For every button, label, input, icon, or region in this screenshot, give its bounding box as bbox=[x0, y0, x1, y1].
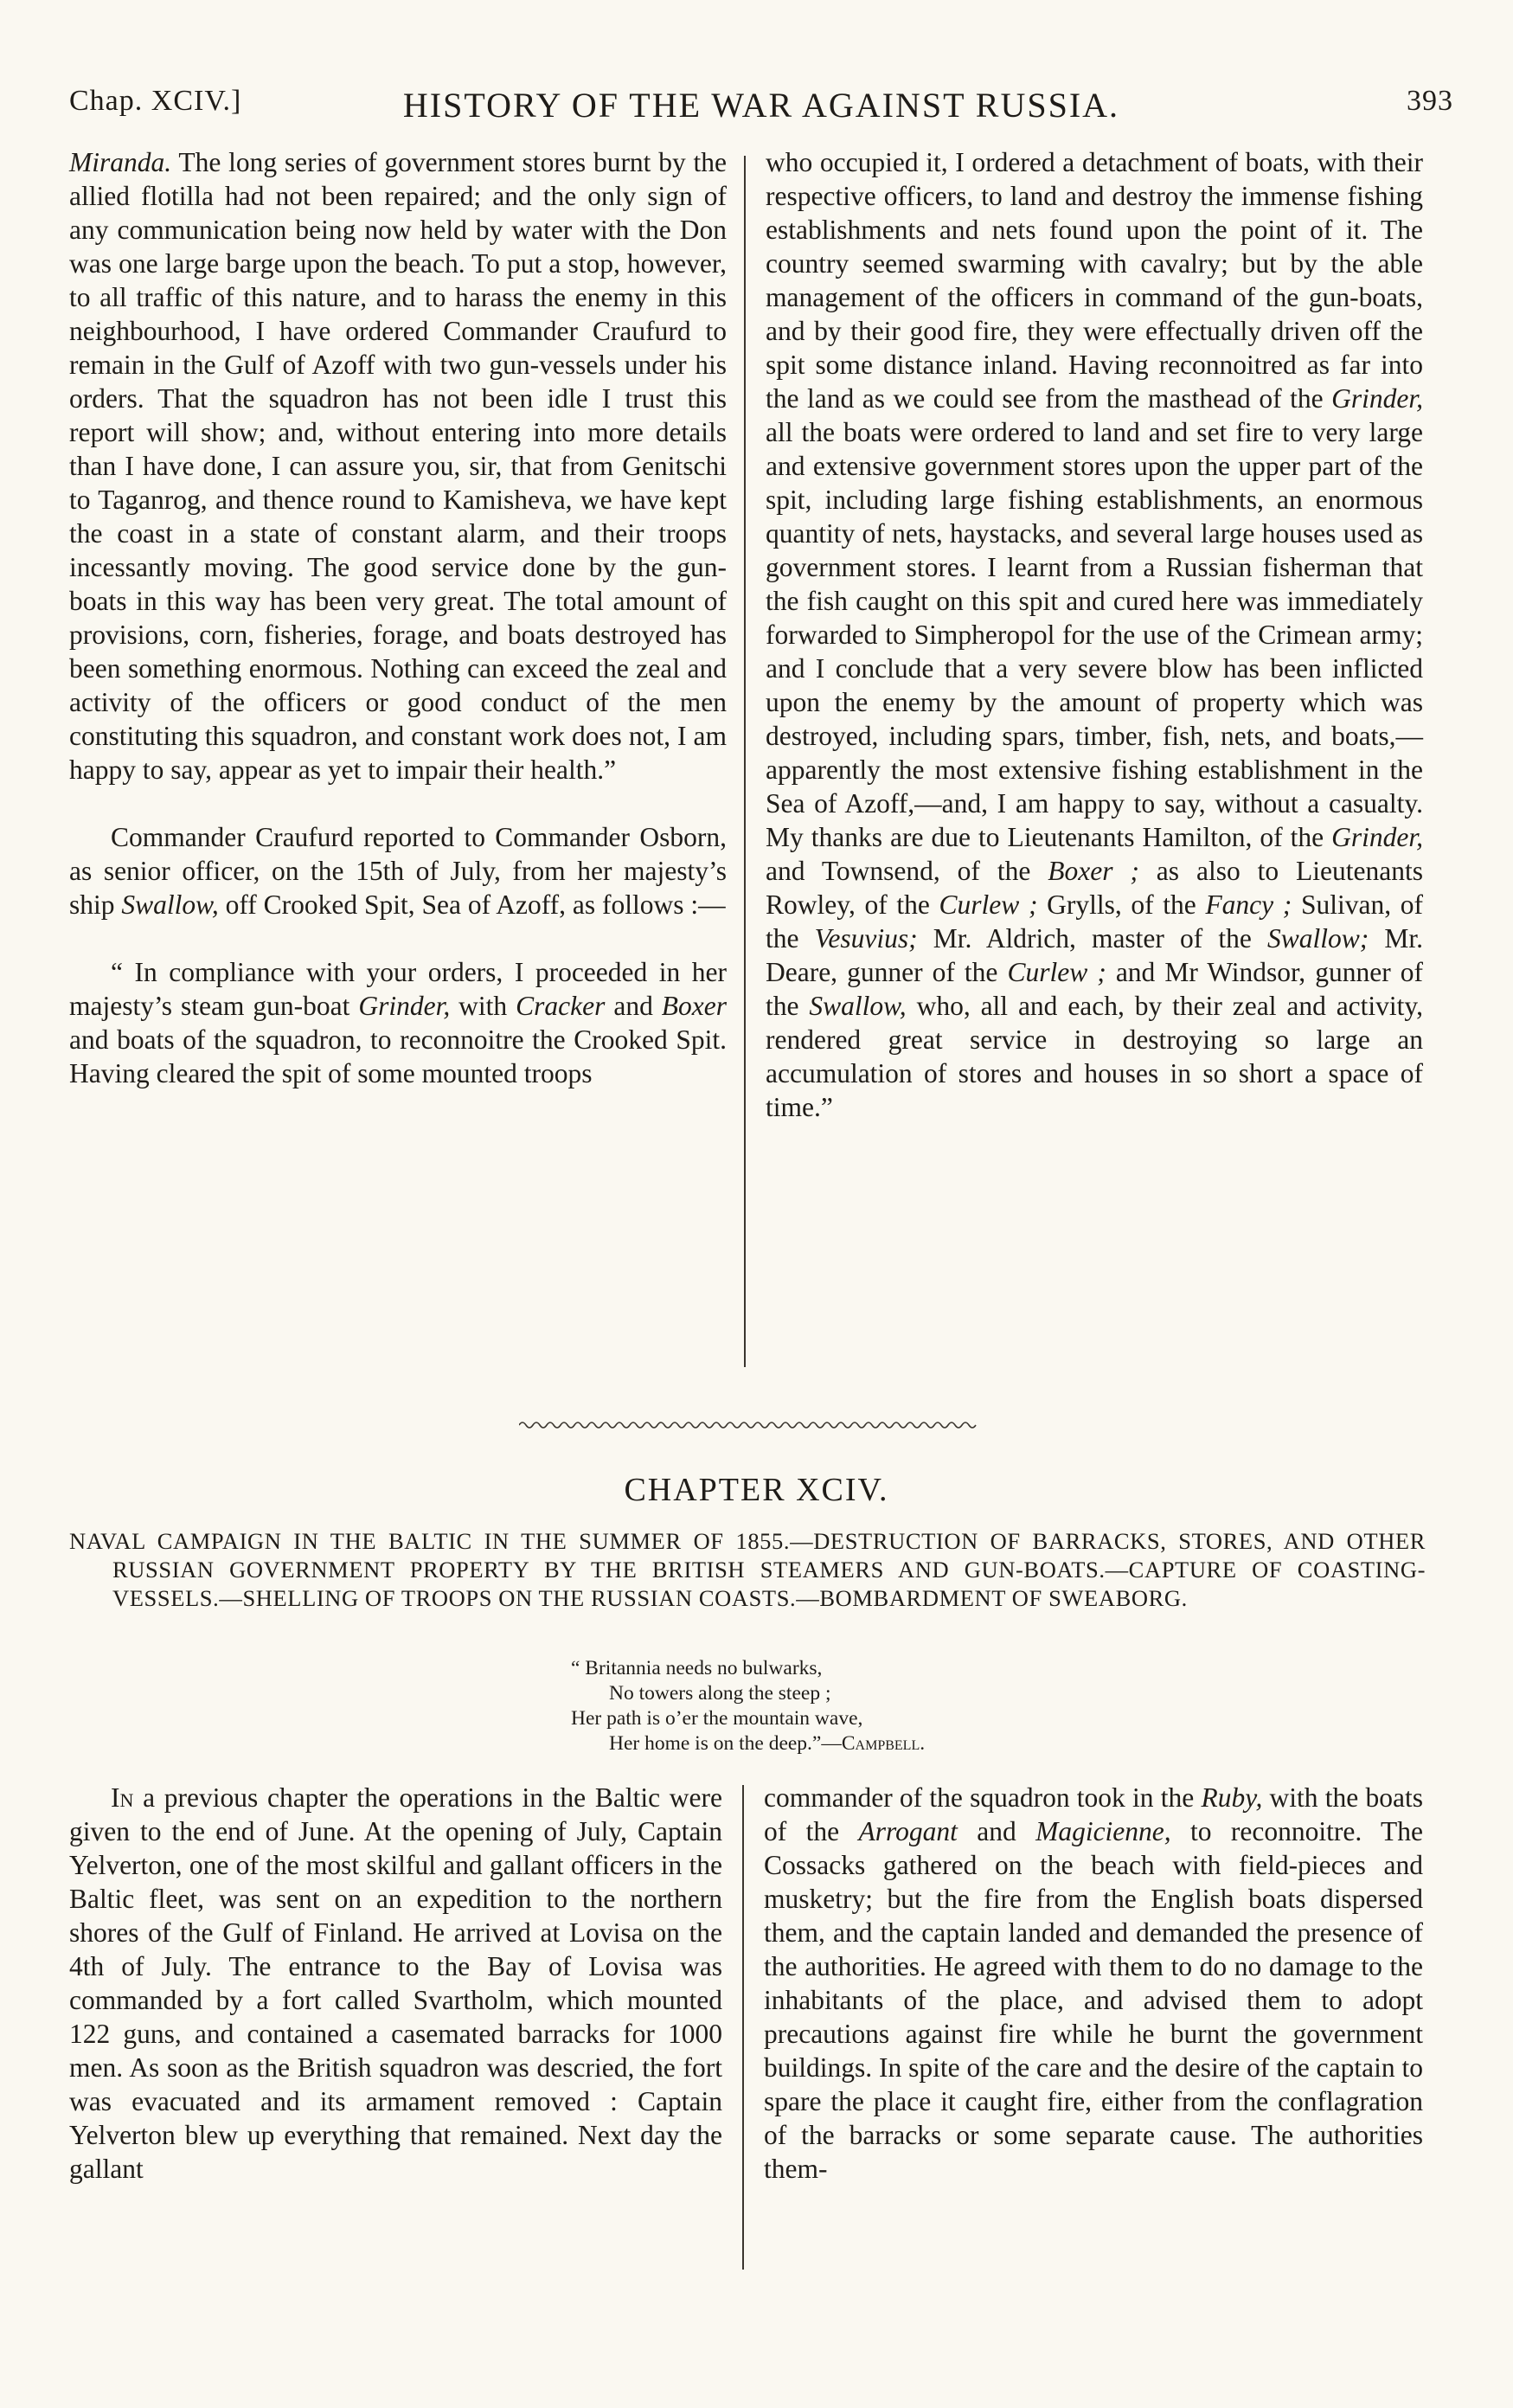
paragraph bbox=[766, 145, 1423, 1124]
paragraph bbox=[764, 1781, 1423, 2186]
italic-run: Boxer ; bbox=[1048, 856, 1139, 886]
text-run: who occupied it, I ordered a detachment of boats, with their respective officers, to land and destroy the immense fishing establishments and nets found upon the point of it. The country seemed swarming with cavalry; but by the able management of the officers in command of the gun-boats, and by their good fire, they were effectually driven off the spit some distance inland. Having reconnoitred as far into the land as we could see from the masthead of the bbox=[766, 147, 1423, 414]
italic-run: Swallow, bbox=[809, 991, 907, 1021]
text-run: Commander Craufurd reported to Commander Osborn, as senior officer, on the 15th of July, from her majesty’s ship bbox=[69, 822, 727, 920]
text-run: and Townsend, of the bbox=[766, 856, 1048, 886]
epigraph-line: “ Britannia needs no bulwarks, bbox=[571, 1657, 823, 1679]
column-rule bbox=[742, 1785, 744, 2270]
chapter-heading: CHAPTER XCIV. bbox=[624, 1472, 889, 1508]
text-run: Sulivan, of the bbox=[766, 889, 1423, 954]
italic-run: Magicienne, bbox=[1035, 1816, 1171, 1846]
text-run: The long series of government stores burnt by the allied flotilla had not been repaired; and the only sign of any communication being now held by water with the Don was one large barge upon the beach. To put a stop, however, to all traffic of this nature, and to harass the enemy in this neighbourhood, I have ordered Commander Craufurd to remain in the Gulf of Azoff with two gun-vessels under his orders. That the squadron has not been idle I trust this report will show; and, without entering into more details than I have done, I can assure you, sir, that from Genitschi to Taganrog, and thence round to Kamisheva, we have kept the coast in a state of constant alarm, and their troops incessantly moving. The good service done by the gun-boats in this way has been very great. The total amount of provisions, corn, fisheries, forage, and boats destroyed has been something enormous. Nothing can exceed the zeal and activity of the officers or good conduct of the men constituting this squadron, and constant work does not, I am happy to say, appear as yet to impair their health.” bbox=[69, 147, 727, 785]
italic-run: Swallow, bbox=[121, 889, 219, 920]
paragraph bbox=[69, 1781, 722, 2186]
italic-run: Ruby, bbox=[1201, 1782, 1263, 1813]
paragraph bbox=[69, 955, 727, 1090]
column-top-right bbox=[766, 145, 1423, 1124]
synopsis-text: NAVAL CAMPAIGN IN THE BALTIC IN THE SUMMER OF 1855.—DESTRUCTION OF BARRACKS, STORES, AND OTHER RUSSIAN GOVERNMENT PROPERTY BY THE BRITISH STEAMERS AND GUN-BOATS.—CAPTURE OF COASTING-VESSELS.—SHELLING OF TROOPS ON THE RUSSIAN COASTS.—BOMBARDMENT OF SWEABORG. bbox=[69, 1528, 1426, 1611]
chapter-synopsis bbox=[69, 1527, 1426, 1613]
italic-run: Arrogant bbox=[858, 1816, 958, 1846]
running-header bbox=[69, 85, 1453, 133]
italic-run: Vesuvius; bbox=[814, 923, 918, 954]
text-run: to reconnoitre. The Cossacks gathered on the beach with field-pieces and musketry; but the fire from the English boats dispersed them, and the captain landed and demanded the presence of the authorities. He agreed with them to do no damage to the inhabitants of the place, and advised them to adopt precautions against fire while he burnt the government buildings. In spite of the care and the desire of the captain to spare the place it caught fire, either from the conflagration of the barracks or some separate cause. The authorities them- bbox=[764, 1816, 1423, 2184]
text-run: all the boats were ordered to land and set fire to very large and extensive government stores upon the upper part of the spit, including large fishing establishments, an enormous quantity of nets, haystacks, and several large houses used as government stores. I learnt from a Russian fisherman that the fish caught on this spit and cured here was immediately forwarded to Simpheropol for the use of the Crimean army; and I conclude that a very severe blow has been inflicted upon the enemy by the amount of property which was destroyed, including spars, timber, fish, nets, and boats,—apparently the most extensive fishing establishment in the Sea of Azoff,—and, I am happy to say, without a casualty. My thanks are due to Lieutenants Hamilton, of the bbox=[766, 417, 1423, 852]
text-run: and bbox=[605, 991, 662, 1021]
text-run: “ In compliance with your orders, I proceeded in her majesty’s steam gun-boat bbox=[69, 957, 727, 1021]
text-run: Grylls, of the bbox=[1037, 889, 1206, 920]
text-run: and boats of the squadron, to reconnoitre the Crooked Spit. Having cleared the spit of some mounted troops bbox=[69, 1024, 727, 1088]
column-bottom-left bbox=[69, 1781, 722, 2186]
epigraph-line: Her path is o’er the mountain wave, bbox=[571, 1707, 863, 1730]
text-run: and Mr Windsor, gunner of the bbox=[766, 957, 1423, 1021]
paragraph-text: a previous chapter the operations in the Baltic were given to the end of June. At the opening of July, Captain Yelverton, one of the most skilful and gallant officers in the Baltic fleet, was sent on an expedition to the northern shores of the Gulf of Finland. He arrived at Lovisa on the 4th of July. The entrance to the Bay of Lovisa was commanded by a fort called Svartholm, which mounted 122 guns, and contained a casemated barracks for 1000 men. As soon as the British squadron was descried, the fort was evacuated and its armament removed : Captain Yelverton blew up everything that remained. Next day the gallant bbox=[69, 1782, 722, 2184]
italic-run: Grinder, bbox=[1331, 822, 1423, 852]
running-title: HISTORY OF THE WAR AGAINST RUSSIA. bbox=[402, 86, 1120, 125]
epigraph-line-text: Her home is on the deep.”— bbox=[609, 1732, 842, 1755]
italic-run: Grinder, bbox=[358, 991, 451, 1021]
text-run: and bbox=[957, 1816, 1036, 1846]
column-rule bbox=[744, 156, 746, 1367]
italic-run: Boxer bbox=[661, 991, 727, 1021]
italic-run: Cracker bbox=[516, 991, 606, 1021]
opening-word: In bbox=[111, 1782, 134, 1813]
epigraph-attribution: Campbell. bbox=[841, 1732, 926, 1755]
text-run: commander of the squadron took in the bbox=[764, 1782, 1202, 1813]
text-run: with bbox=[450, 991, 516, 1021]
italic-run: Grinder, bbox=[1331, 383, 1423, 414]
text-run: as also to Lieutenants Rowley, of the bbox=[766, 856, 1424, 920]
text-run: with the boats of the bbox=[764, 1782, 1423, 1846]
text-run: who, all and each, by their zeal and activity, rendered great service in destroying so large an accumulation of stores and houses in so short a space of time.” bbox=[766, 991, 1424, 1122]
italic-run: Swallow; bbox=[1266, 923, 1369, 954]
epigraph-line bbox=[571, 1731, 1142, 1756]
italic-run: Fancy ; bbox=[1205, 889, 1292, 920]
column-bottom-right bbox=[764, 1781, 1423, 2186]
text-run: Mr. Aldrich, master of the bbox=[917, 923, 1267, 954]
epigraph bbox=[571, 1656, 1142, 1756]
column-top-left bbox=[69, 145, 727, 1090]
page-number: 393 bbox=[1407, 85, 1453, 117]
italic-run: Curlew ; bbox=[939, 889, 1038, 920]
section-ornament bbox=[519, 1419, 978, 1431]
italic-run: Miranda. bbox=[69, 147, 172, 177]
running-chapter: Chap. XCIV.] bbox=[69, 85, 242, 117]
italic-run: Curlew ; bbox=[1007, 957, 1106, 987]
paragraph bbox=[69, 145, 727, 787]
epigraph-line: No towers along the steep ; bbox=[609, 1682, 831, 1705]
paragraph bbox=[69, 820, 727, 921]
text-run: Mr. Deare, gunner of the bbox=[766, 923, 1424, 987]
text-run: off Crooked Spit, Sea of Azoff, as follows :— bbox=[218, 889, 726, 920]
